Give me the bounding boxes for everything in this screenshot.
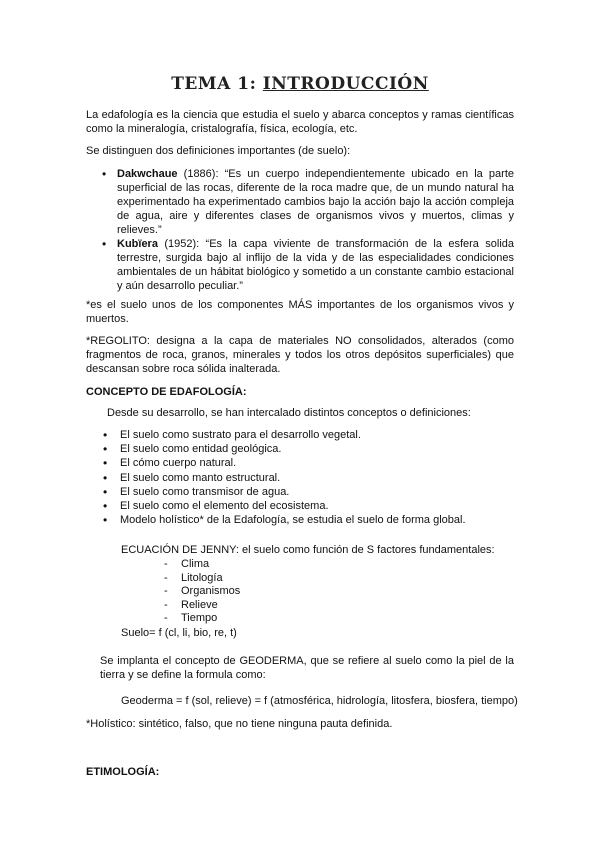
geoderma-formula: Geoderma = f (sol, relieve) = f (atmosférica, hidrología, litosfera, biosfera, tiempo) [121,695,518,707]
page-title [0,74,600,94]
list-item: • El suelo como entidad geológica. [103,442,523,456]
list-item: • El suelo como manto estructural. [103,471,523,485]
definition-author: Kubïera [117,238,158,250]
list-item: • Modelo holístico* de la Edafología, se estudia el suelo de forma global. [103,513,523,527]
regolito-paragraph: *REGOLITO: designa a la capa de materiales NO consolidados, alterados (como fragmentos de roca, granos, minerales y todos los otros depósitos superficiales) que descansan sobre roca sólida inalterada. [86,335,514,375]
list-item: • El suelo como el elemento del ecosistema. [103,499,523,513]
title-prefix: TEMA 1: [171,74,263,94]
factors-list [164,557,240,625]
list-item: • El suelo como transmisor de agua. [103,485,523,499]
list-item: - Litología [164,571,240,585]
concept-heading: CONCEPTO DE EDAFOLOGÍA: [86,386,247,398]
holistic-note: *Holístico: sintético, falso, que no tiene ninguna pauta definida. [86,718,393,730]
etymology-heading: ETIMOLOGÍA: [86,766,160,778]
title-main: INTRODUCCIÓN [262,74,429,94]
list-item: - Organismos [164,584,240,598]
list-item: - Clima [164,557,240,571]
list-item [86,167,514,237]
intro-paragraph: La edafología es la ciencia que estudia el suelo y abarca conceptos y ramas científicas como la mineralogía, cristalografía, física, ecología, etc. [86,109,514,135]
definition-text: (1952): “Es la capa viviente de transformación de la esfera solida terrestre, surgida bajo al inflijo de la vida y de las especialidades condiciones ambientales de un hábitat biológico y sometido a un constante cambio estacional y aún desarrollo peculiar.” [117,238,514,292]
list-item: • El cómo cuerpo natural. [103,456,523,470]
definitions-list [86,167,514,293]
list-item: - Relieve [164,598,240,612]
definition-text: (1886): “Es un cuerpo independientemente ubicado en la parte superficial de las rocas, diferente de la roca madre que, de un mundo natural ha experimentado ha experimentado cambios bajo la acción bajo la acción compleja de agua, aire y diferentes clases de organismos vivos y muertos, climas y relieves.” [117,168,514,236]
concept-intro: Desde su desarrollo, se han intercalado distintos conceptos o definiciones: [107,407,471,419]
list-item: - Tiempo [164,611,240,625]
list-item: • El suelo como sustrato para el desarrollo vegetal. [103,428,523,442]
definition-author: Dakwchaue [117,168,178,180]
jenny-heading: ECUACIÓN DE JENNY: el suelo como función de S factores fundamentales: [121,544,495,556]
distinguish-paragraph: Se distinguen dos definiciones importantes (de suelo): [86,145,351,157]
note-paragraph: *es el suelo unos de los componentes MÁS importantes de los organismos vivos y muertos. [86,299,514,325]
list-item [86,237,514,293]
geoderma-paragraph: Se implanta el concepto de GEODERMA, que se refiere al suelo como la piel de la tierra y se define la formula como: [100,655,514,681]
concepts-list [103,428,523,527]
jenny-formula: Suelo= f (cl, li, bio, re, t) [121,627,237,639]
